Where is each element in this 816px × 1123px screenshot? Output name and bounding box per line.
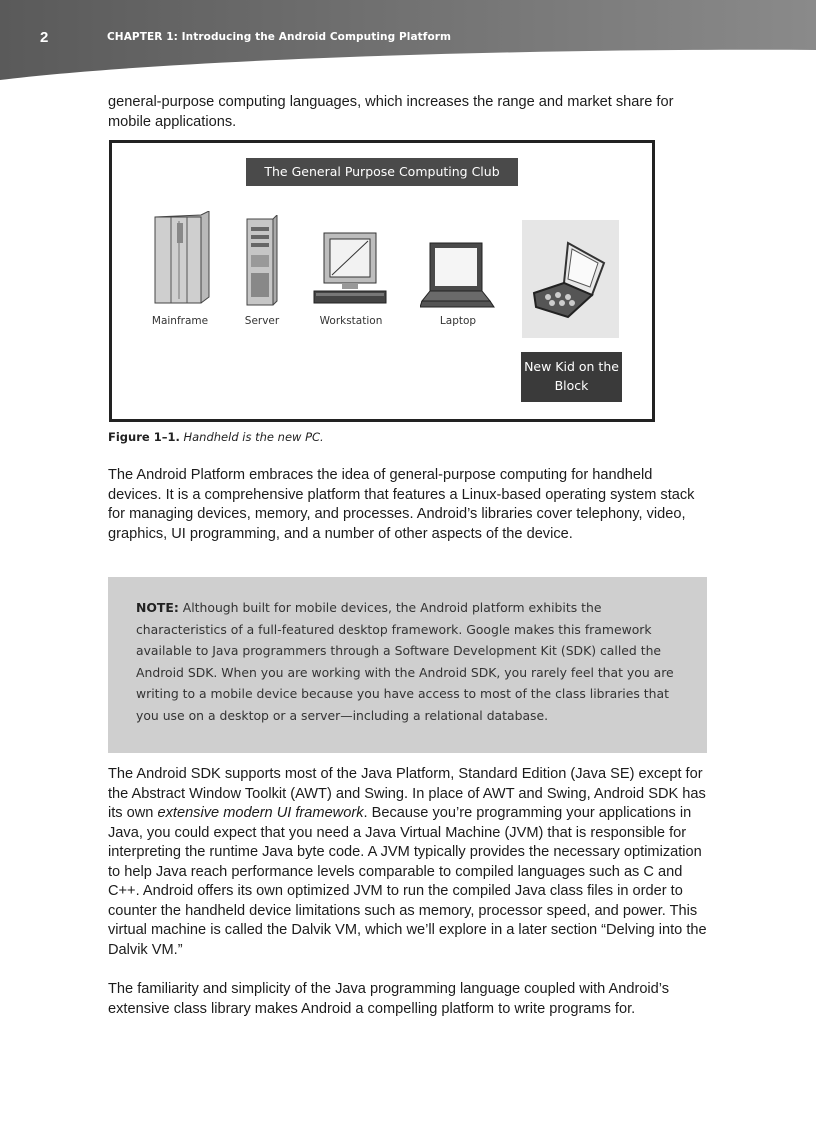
note-box [108,577,707,753]
new-kid-label: New Kid on the Block [521,352,622,402]
paragraph-familiarity: The familiarity and simplicity of the Java programming language coupled with Android’s extensive class library makes Android a compelling platform to write programs for. [108,981,670,1017]
handheld-icon [528,239,614,323]
label-workstation: Workstation [319,315,383,327]
figure-caption [108,430,324,444]
note-text [136,597,684,727]
sdk-text-before: The Android SDK supports most of the Java Platform, Standard Edition (Java SE) except for the Abstract Window Toolkit (AWT) and Swing. In place of AWT and Swing, Android SDK has its own [108,766,706,821]
label-server: Server [244,315,280,327]
paragraph-intro: general-purpose computing languages, which increases the range and market share for mobile applications. [108,94,674,130]
laptop-icon [420,241,496,309]
figure-computing-club [109,140,655,422]
running-head: CHAPTER 1: Introducing the Android Computing Platform [107,31,452,43]
note-label: NOTE: [136,600,179,615]
figure-banner: The General Purpose Computing Club [246,158,518,186]
page-number: 2 [40,29,49,46]
sdk-text-after: . Because you’re programming your applications in Java, you could expect that you need a Java Virtual Machine (JVM) that is responsible for interpreting the runtime Java byte code. A JVM typically provides the necessary optimization to help Java reach performance levels comparable to compiled languages such as C and C++. Android offers its own optimized JVM to run the compiled Java class files in order to counter the handheld device limitations such as memory, processor speed, and power. This virtual machine is called the Dalvik VM, which we’ll explore in a later section “Delving into the Dalvik VM.” [108,805,707,958]
note-body: Although built for mobile devices, the Android platform exhibits the characteristics of a full-featured desktop framework. Google makes this framework available to Java programmers through a Software Development Kit (SDK) called the Android SDK. When you are working with the Android SDK, you rarely feel that you are writing to a mobile device because you have access to most of the class libraries that you use on a desktop or a server—including a relational database. [136,600,674,723]
server-icon [245,215,279,307]
caption-number: Figure 1–1. [108,430,180,444]
page-header [0,0,816,82]
workstation-icon [312,231,388,309]
caption-text: Handheld is the new PC. [183,430,324,444]
sdk-text-emphasis: extensive modern UI framework [157,805,364,821]
paragraph-platform: The Android Platform embraces the idea of general-purpose computing for handheld devices. It is a comprehensive platform that features a Linux-based operating system stack for managing devices, memory, and processes. Android’s libraries cover telephony, video, graphics, UI programming, and a number of other aspects of the device. [108,467,695,542]
mainframe-icon [149,211,211,307]
label-laptop: Laptop [439,315,477,327]
paragraph-sdk [108,765,713,960]
label-mainframe: Mainframe [151,315,209,327]
